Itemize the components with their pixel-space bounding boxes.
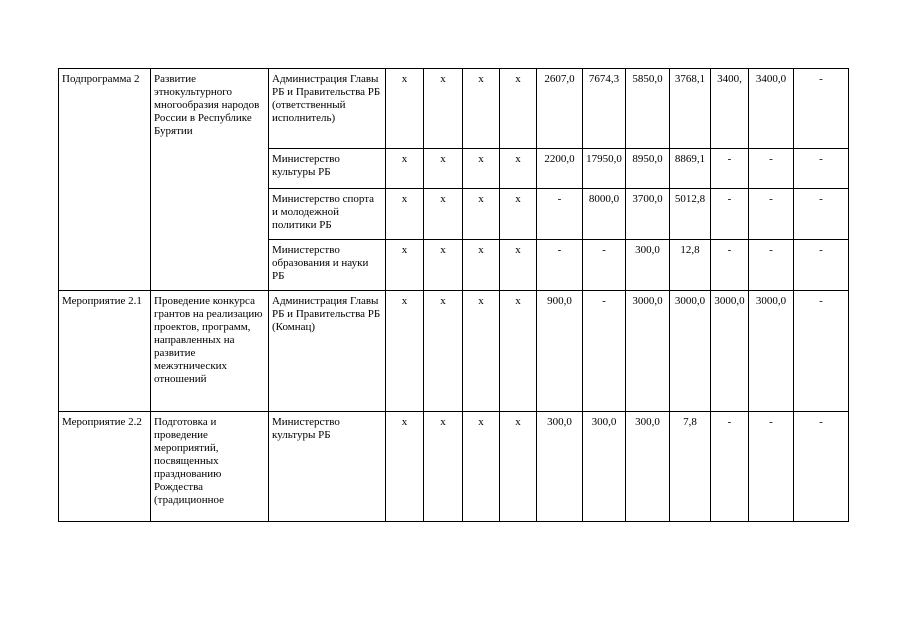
value-cell: 2200,0 (537, 149, 583, 189)
program-table (58, 68, 849, 522)
value-cell: х (463, 291, 500, 412)
value-cell: - (749, 189, 794, 240)
value-cell: х (424, 412, 463, 522)
executor-cell: Министерство культуры РБ (269, 149, 386, 189)
table-row (59, 69, 849, 149)
program-code: Мероприятие 2.1 (59, 291, 151, 412)
value-cell: - (749, 149, 794, 189)
table-row (59, 291, 849, 412)
value-cell: х (500, 149, 537, 189)
program-name: Развитие этнокультурного многообразия народов России в Республике Бурятии (151, 69, 269, 291)
value-cell: х (463, 412, 500, 522)
value-cell: х (463, 189, 500, 240)
executor-cell: Министерство культуры РБ (269, 412, 386, 522)
value-cell: 17950,0 (583, 149, 626, 189)
value-cell: 2607,0 (537, 69, 583, 149)
value-cell: - (537, 189, 583, 240)
value-cell: 300,0 (626, 412, 670, 522)
value-cell: - (711, 189, 749, 240)
table-row (59, 412, 849, 522)
value-cell: х (424, 240, 463, 291)
program-name: Проведение конкурса грантов на реализацию проектов, программ, направленных на развитие межэтнических отношений (151, 291, 269, 412)
value-cell: - (537, 240, 583, 291)
value-cell: 5850,0 (626, 69, 670, 149)
value-cell: - (794, 149, 849, 189)
value-cell: х (424, 69, 463, 149)
value-cell: х (386, 240, 424, 291)
program-code: Мероприятие 2.2 (59, 412, 151, 522)
value-cell: х (386, 412, 424, 522)
value-cell: - (749, 240, 794, 291)
value-cell: х (463, 69, 500, 149)
value-cell: 3000,0 (711, 291, 749, 412)
value-cell: - (749, 412, 794, 522)
program-code: Подпрограмма 2 (59, 69, 151, 291)
value-cell: 3000,0 (670, 291, 711, 412)
value-cell: х (463, 240, 500, 291)
program-name: Подготовка и проведение мероприятий, посвященных празднованию Рождества (традиционное (151, 412, 269, 522)
value-cell: 8950,0 (626, 149, 670, 189)
value-cell: - (794, 189, 849, 240)
value-cell: 3768,1 (670, 69, 711, 149)
value-cell: х (500, 69, 537, 149)
value-cell: 900,0 (537, 291, 583, 412)
value-cell: х (424, 149, 463, 189)
value-cell: 300,0 (537, 412, 583, 522)
value-cell: 5012,8 (670, 189, 711, 240)
value-cell: х (500, 412, 537, 522)
value-cell: х (386, 291, 424, 412)
value-cell: 3700,0 (626, 189, 670, 240)
value-cell: - (583, 291, 626, 412)
value-cell: 8869,1 (670, 149, 711, 189)
value-cell: - (794, 69, 849, 149)
value-cell: х (424, 189, 463, 240)
value-cell: х (463, 149, 500, 189)
value-cell: 8000,0 (583, 189, 626, 240)
value-cell: х (500, 240, 537, 291)
value-cell: 7674,3 (583, 69, 626, 149)
value-cell: - (583, 240, 626, 291)
executor-cell: Министерство спорта и молодежной политики РБ (269, 189, 386, 240)
value-cell: х (386, 189, 424, 240)
value-cell: - (794, 240, 849, 291)
value-cell: - (711, 149, 749, 189)
executor-cell: Администрация Главы РБ и Правительства РБ (Комнац) (269, 291, 386, 412)
value-cell: - (711, 412, 749, 522)
value-cell: х (500, 189, 537, 240)
value-cell: х (424, 291, 463, 412)
value-cell: 3000,0 (626, 291, 670, 412)
value-cell: 300,0 (583, 412, 626, 522)
value-cell: 7,8 (670, 412, 711, 522)
value-cell: х (386, 69, 424, 149)
value-cell: - (711, 240, 749, 291)
value-cell: х (500, 291, 537, 412)
value-cell: 3400, (711, 69, 749, 149)
value-cell: 12,8 (670, 240, 711, 291)
executor-cell: Министерство образования и науки РБ (269, 240, 386, 291)
value-cell: - (794, 291, 849, 412)
value-cell: 3000,0 (749, 291, 794, 412)
executor-cell: Администрация Главы РБ и Правительства РБ (ответственный исполнитель) (269, 69, 386, 149)
value-cell: - (794, 412, 849, 522)
value-cell: 3400,0 (749, 69, 794, 149)
value-cell: 300,0 (626, 240, 670, 291)
value-cell: х (386, 149, 424, 189)
